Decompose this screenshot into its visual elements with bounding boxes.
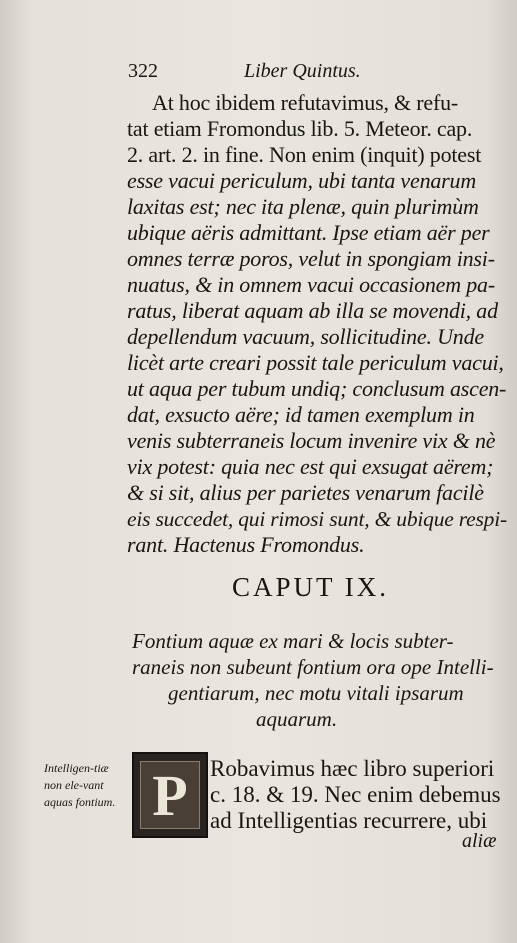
paragraph-line: Robavimus hæc libro superiori bbox=[210, 756, 495, 781]
body-line: ratus, liberat aquam ab illa se movendi, ad bbox=[127, 298, 498, 323]
body-line: nuatus, & in omnem vacui occasionem pa- bbox=[127, 272, 495, 297]
chapter-subtitle-line: Fontium aquæ ex mari & locis subter- bbox=[132, 629, 454, 653]
chapter-heading: CAPUT IX. bbox=[232, 572, 390, 602]
body-line: depellendum vacuum, sollicitudine. Unde bbox=[127, 324, 484, 349]
body-line: ubique aëris admittant. Ipse etiam aër per bbox=[127, 220, 490, 245]
catchword: aliæ bbox=[462, 830, 497, 852]
paragraph-line: ad Intelligentias recurrere, ubi bbox=[210, 808, 488, 833]
running-title: Liber Quintus. bbox=[244, 60, 361, 82]
paragraph-line: c. 18. & 19. Nec enim debemus bbox=[210, 782, 501, 807]
body-line: 2. art. 2. in fine. Non enim (inquit) potest bbox=[127, 142, 482, 167]
page-number: 322 bbox=[128, 60, 158, 82]
chapter-subtitle-line: raneis non subeunt fontium ora ope Intelli- bbox=[132, 655, 494, 679]
body-line: esse vacui periculum, ubi tanta venarum bbox=[127, 168, 477, 193]
drop-cap-letter: P bbox=[140, 761, 200, 829]
chapter-subtitle-line: gentiarum, nec motu vitali ipsarum bbox=[168, 681, 464, 705]
body-line: tat etiam Fromondus lib. 5. Meteor. cap. bbox=[127, 116, 473, 141]
margin-note: Intelligen-tiæ non ele-vant aquas fontium. bbox=[44, 761, 116, 809]
body-line: At hoc ibidem refutavimus, & refu- bbox=[152, 90, 459, 115]
body-line: dat, exsucto aëre; id tamen exemplum in bbox=[127, 402, 475, 427]
body-line: rant. Hactenus Fromondus. bbox=[127, 532, 365, 557]
running-header bbox=[128, 60, 508, 90]
body-line: venis subterraneis locum invenire vix & nè bbox=[127, 428, 496, 453]
body-line: licèt arte creari possit tale periculum vacui, bbox=[127, 350, 504, 375]
body-line: vix potest: quia nec est qui exsugat aërem; bbox=[127, 454, 494, 479]
body-line: eis succedet, qui rimosi sunt, & ubique respi- bbox=[127, 507, 507, 531]
body-line: omnes terræ poros, velut in spongiam insi- bbox=[127, 246, 495, 271]
body-line: laxitas est; nec ita plenæ, quin plurimùm bbox=[127, 194, 479, 219]
drop-cap bbox=[132, 752, 208, 838]
body-line: ut aqua per tubum undiq; conclusum ascen- bbox=[127, 376, 507, 401]
chapter-subtitle-line: aquarum. bbox=[256, 707, 338, 731]
body-line: & si sit, alius per parietes venarum facilè bbox=[127, 480, 484, 505]
